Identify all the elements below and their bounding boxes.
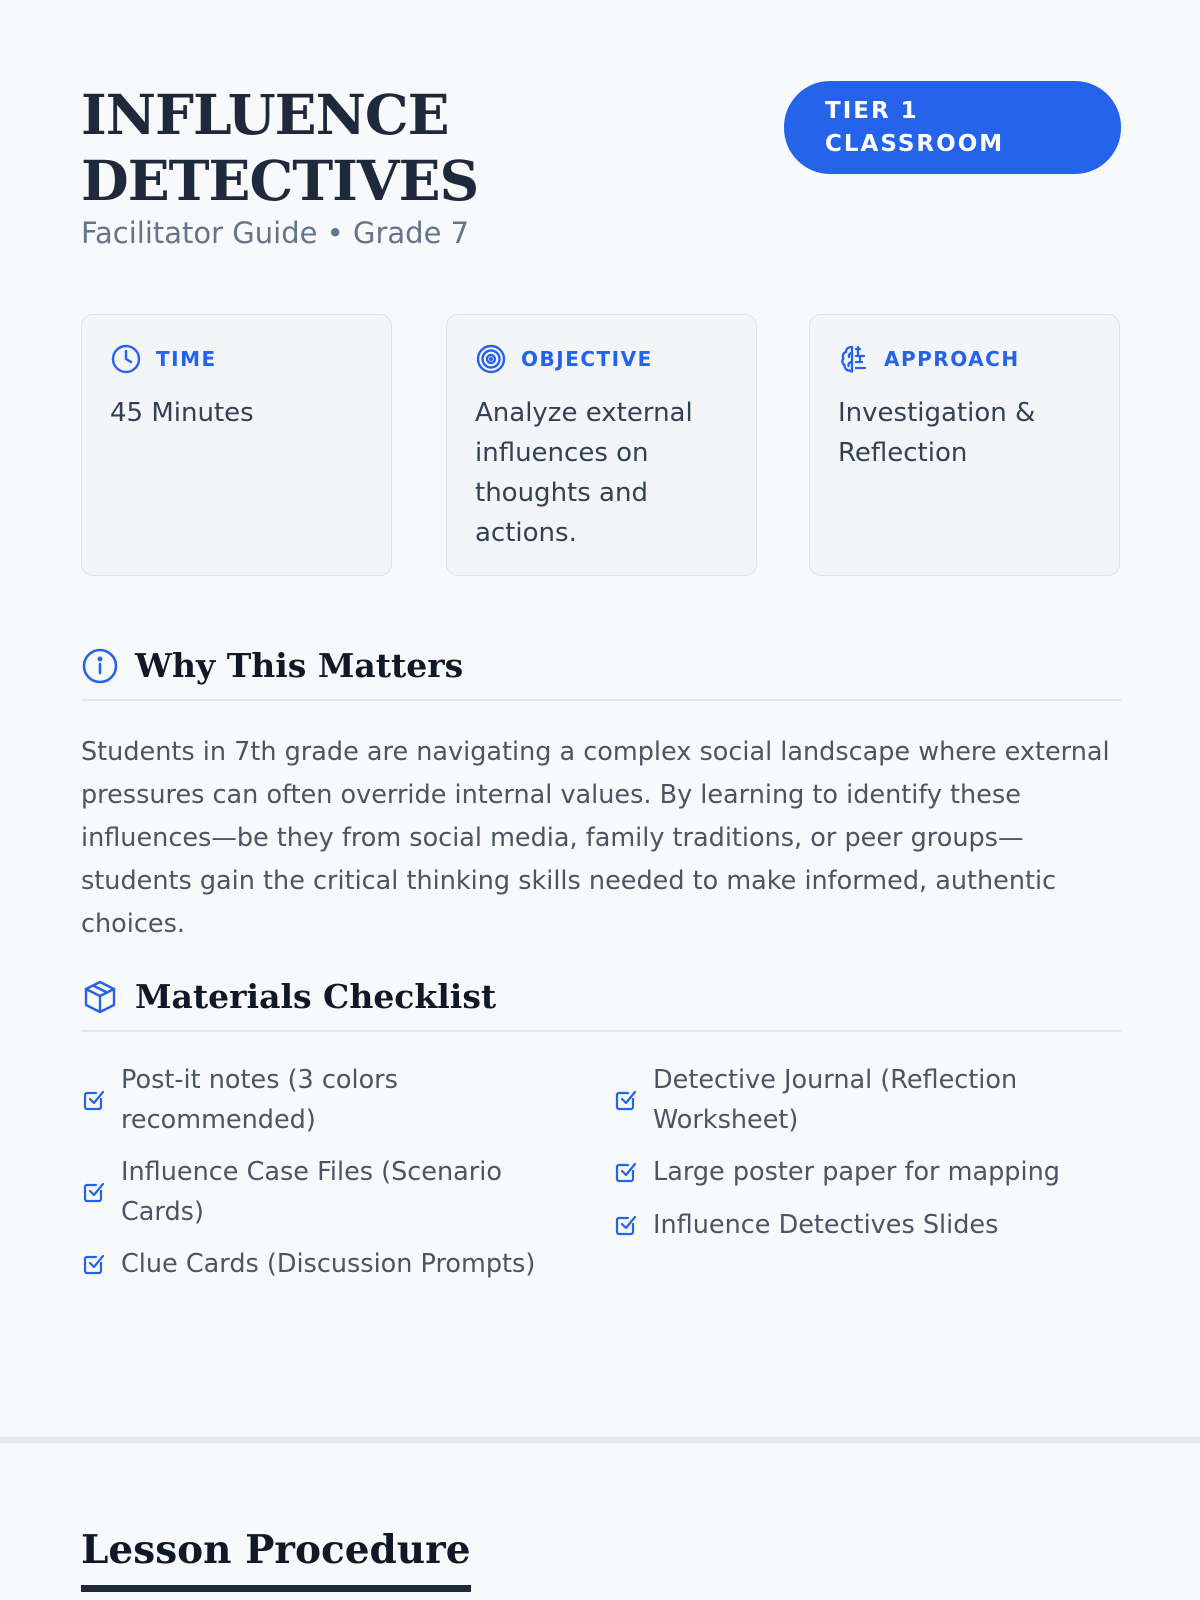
content [81, 82, 1121, 1279]
checkbox-checked-icon [81, 1179, 107, 1205]
objective-card [446, 314, 757, 576]
lesson-procedure-title: Lesson Procedure [81, 1527, 471, 1592]
materials-section-header [81, 977, 1121, 1032]
checklist-item-label: Clue Cards (Discussion Prompts) [121, 1249, 536, 1279]
objective-value: Analyze external influences on thoughts and actions. [475, 398, 693, 548]
tier-badge-line-1: TIER 1 [825, 98, 919, 124]
checklist-item-label: Large poster paper for mapping [653, 1157, 1060, 1187]
checklist-item-label: Detective Journal (Reflection Worksheet) [653, 1065, 1018, 1135]
approach-value: Investigation & Reflection [838, 398, 1036, 468]
checkbox-checked-icon [613, 1087, 639, 1113]
lesson-procedure-section [81, 1527, 471, 1592]
brain-icon [838, 343, 870, 375]
checklist-item[interactable] [81, 1060, 551, 1140]
why-section-header [81, 646, 1121, 701]
info-cards [81, 314, 1121, 576]
approach-card-label [838, 343, 1091, 375]
page-subtitle: Facilitator Guide • Grade 7 [81, 216, 470, 250]
header [81, 82, 1121, 262]
objective-card-label [475, 343, 728, 375]
checklist-item[interactable] [613, 1205, 1113, 1245]
tier-badge-line-2: CLASSROOM [825, 131, 1005, 157]
box-icon [81, 978, 119, 1016]
checklist-item-label: Influence Case Files (Scenario Cards) [121, 1157, 502, 1227]
title-line-1: INFLUENCE [81, 82, 449, 147]
approach-label-text: APPROACH [884, 347, 1020, 371]
why-section-text: Students in 7th grade are navigating a complex social landscape where external pressures can often override internal values. By learning to identify these influences—be they from social media, family traditions, or peer groups—students gain the critical thinking skills needed to make informed, authentic choices. [81, 737, 1110, 939]
materials-section-title: Materials Checklist [135, 977, 497, 1016]
target-icon [475, 343, 507, 375]
checkbox-checked-icon [613, 1159, 639, 1185]
page-divider [0, 1437, 1200, 1443]
approach-card [809, 314, 1120, 576]
checkbox-checked-icon [613, 1212, 639, 1238]
materials-section [81, 977, 1121, 1300]
checklist-item[interactable] [81, 1152, 551, 1232]
why-this-matters-section [81, 646, 1121, 946]
clock-icon [110, 343, 142, 375]
checklist-item[interactable] [81, 1244, 581, 1284]
checklist-item-label: Post-it notes (3 colors recommended) [121, 1065, 398, 1135]
info-icon [81, 647, 119, 685]
checklist-item[interactable] [613, 1152, 1113, 1192]
time-value: 45 Minutes [110, 398, 254, 428]
objective-label-text: OBJECTIVE [521, 347, 653, 371]
why-section-title: Why This Matters [135, 646, 464, 685]
checkbox-checked-icon [81, 1087, 107, 1113]
checklist-item[interactable] [613, 1060, 1053, 1140]
time-card [81, 314, 392, 576]
checklist-item-label: Influence Detectives Slides [653, 1210, 999, 1240]
page-title [81, 82, 601, 214]
checkbox-checked-icon [81, 1251, 107, 1277]
tier-badge [784, 81, 1121, 174]
time-label-text: TIME [156, 347, 217, 371]
materials-checklist [81, 1060, 1121, 1300]
time-card-label [110, 343, 363, 375]
title-line-2: DETECTIVES [81, 148, 479, 213]
